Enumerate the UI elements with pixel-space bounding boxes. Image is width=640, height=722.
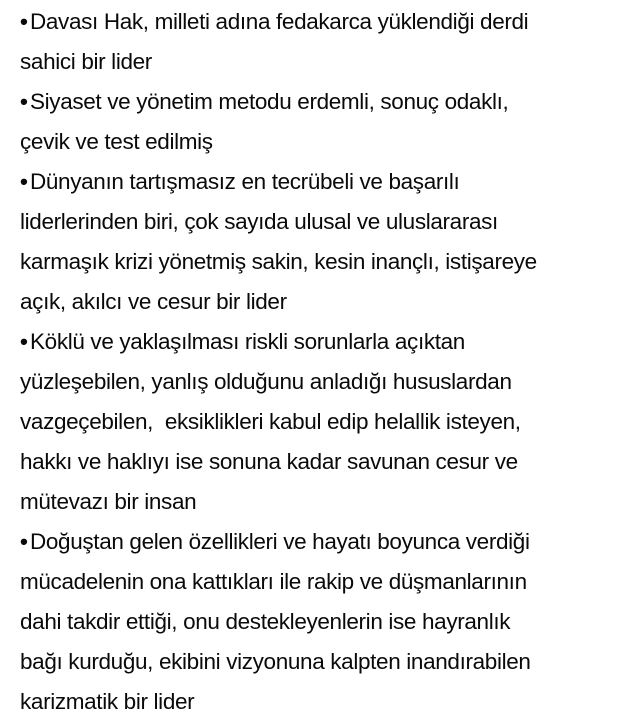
text-line: vazgeçebilen, eksiklikleri kabul edip helallik isteyen, [20,409,521,434]
bullet-icon: • [20,89,28,114]
text-line: karizmatik bir lider [20,689,195,714]
bullet-list-document [20,2,640,722]
text-line: • Doğuştan gelen özellikleri ve hayatı boyunca verdiği [20,522,640,562]
bullet-icon: • [20,169,28,194]
bullet-icon: • [20,9,28,34]
text-line: • Köklü ve yaklaşılması riskli sorunlarla açıktan [20,322,640,362]
bullet-icon: • [20,329,28,354]
text-line: hakkı ve haklıyı ise sonuna kadar savunan cesur ve [20,449,518,474]
bullet-item-4 [20,322,640,522]
text-line: liderlerinden biri, çok sayıda ulusal ve uluslararası [20,209,498,234]
bullet-item-2 [20,82,640,162]
bullet-icon: • [20,529,28,554]
text-line: yüzleşebilen, yanlış olduğunu anladığı hususlardan [20,369,512,394]
text-line: mücadelenin ona kattıkları ile rakip ve düşmanlarının [20,569,527,594]
text-line: bağı kurduğu, ekibini vizyonuna kalpten inandırabilen [20,649,531,674]
text-line: sahici bir lider [20,49,152,74]
bullet-item-3 [20,162,640,322]
text-line: çevik ve test edilmiş [20,129,213,154]
text-line: açık, akılcı ve cesur bir lider [20,289,287,314]
text-line: • Siyaset ve yönetim metodu erdemli, sonuç odaklı, [20,82,640,122]
text-line: karmaşık krizi yönetmiş sakin, kesin inançlı, istişareye [20,249,537,274]
text-line: mütevazı bir insan [20,489,197,514]
bullet-item-5 [20,522,640,722]
text-line: • Davası Hak, milleti adına fedakarca yüklendiği derdi [20,2,640,42]
text-line: dahi takdir ettiği, onu destekleyenlerin ise hayranlık [20,609,511,634]
text-line: • Dünyanın tartışmasız en tecrübeli ve başarılı [20,162,640,202]
bullet-item-1 [20,2,640,82]
